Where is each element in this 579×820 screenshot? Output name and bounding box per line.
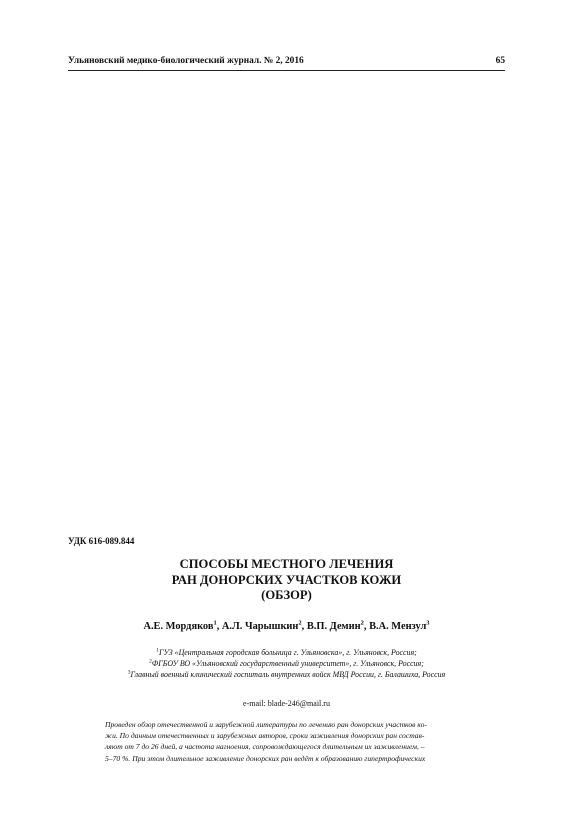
title-line: РАН ДОНОРСКИХ УЧАСТКОВ КОЖИ — [171, 572, 402, 587]
affiliation-mark: 1 — [156, 647, 159, 654]
affiliation-mark: 3 — [127, 669, 131, 676]
running-header — [68, 56, 505, 66]
author-separator: , — [363, 621, 370, 632]
affiliation-text: Главный военный клинический госпиталь внутренних войск МВД России, г. Балашиха, Россия — [130, 670, 446, 679]
affiliation-mark: 2 — [149, 658, 152, 665]
article-title — [68, 557, 505, 604]
header-rule — [68, 70, 505, 71]
author-separator: , — [301, 621, 307, 632]
affiliation-line — [68, 669, 505, 680]
author-name: В.П. Демин — [306, 621, 361, 632]
author-name: В.А. Мензул — [369, 621, 427, 632]
author-affiliation-mark: 1 — [213, 619, 217, 627]
author-affiliation-mark: 2 — [360, 619, 364, 627]
affiliations — [68, 647, 505, 680]
author-separator: , — [216, 621, 222, 632]
author-affiliation-mark: 2 — [298, 619, 302, 627]
author-list — [68, 620, 505, 633]
abstract-line: 5–70 %. При этом длительное заживление донорских ран ведёт к образованию гипертрофических — [105, 753, 426, 763]
contact-email[interactable]: e-mail: blade-246@mail.ru — [243, 699, 330, 708]
affiliation-text: ГУЗ «Центральная городская больница г. Ульяновска», г. Ульяновск, Россия; — [158, 648, 417, 657]
page-number: 65 — [495, 56, 505, 66]
title-line: (ОБЗОР) — [261, 588, 312, 602]
author-name: А.Л. Чарышкин — [221, 621, 299, 632]
affiliation-line — [68, 647, 505, 658]
author-name: А.Е. Мордяков — [143, 621, 214, 632]
journal-title: Ульяновский медико-биологический журнал. № 2, 2016 — [68, 56, 304, 66]
affiliation-text: ФГБОУ ВО «Ульяновский государственный университет», г. Ульяновск, Россия; — [151, 659, 424, 668]
abstract — [105, 719, 477, 764]
udk-code: УДК 616-089.844 — [68, 536, 135, 546]
author-affiliation-mark: 3 — [426, 619, 430, 627]
abstract-line: Проведен обзор отечественной и зарубежной литературы по лечению ран донорских участков ко- — [105, 720, 427, 729]
abstract-line: жи. По данным отечественных и зарубежных авторов, сроки заживления донорских ран состав- — [105, 731, 425, 741]
title-line: СПОСОБЫ МЕСТНОГО ЛЕЧЕНИЯ — [179, 557, 394, 571]
affiliation-line — [68, 658, 505, 669]
abstract-line: ляют от 7 до 26 дней, а частота нагноения, сопровождающегося длительным их заживлением, – — [105, 742, 425, 752]
